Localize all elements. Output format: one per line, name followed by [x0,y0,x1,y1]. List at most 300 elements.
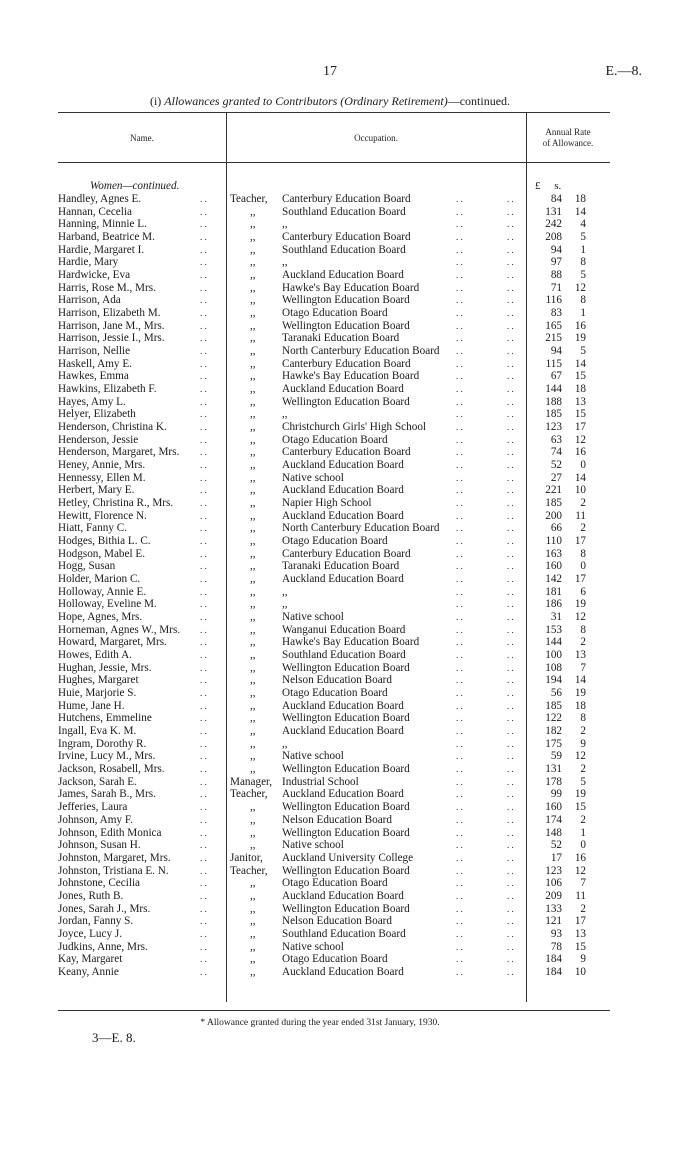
leader-dots: . . [456,764,463,775]
row-designation: Teacher, [230,193,268,205]
leader-dots: . . [456,954,463,965]
row-shillings: 19 [574,687,586,700]
leader-dots: . . [200,536,207,547]
leader-dots: . . [507,295,514,306]
leader-dots: . . [200,789,207,800]
leader-dots: . . [507,637,514,648]
table-row [0,231,700,244]
leader-dots: . . [456,219,463,230]
row-pounds: 208 [545,231,562,243]
row-shillings: 15 [574,801,586,814]
leader-dots: . . [456,434,463,445]
table-row [0,915,700,928]
table-row [0,472,700,485]
leader-dots: . . [456,941,463,952]
row-shillings: 16 [574,446,586,459]
table-row [0,738,700,751]
row-name: Harrison, Ada [58,294,121,307]
row-pounds: 83 [550,307,562,320]
leader-dots: . . [456,624,463,635]
leader-dots: . . [456,852,463,863]
table-row [0,459,700,472]
row-pounds: 97 [550,256,562,269]
leader-dots: . . [200,561,207,572]
row-shillings: 0 [580,839,586,852]
leader-dots: . . [507,675,514,686]
row-pounds: 200 [545,509,562,522]
leader-dots: . . [507,776,514,787]
table-row [0,839,700,852]
row-designation: ,, [250,281,256,294]
row-shillings: 17 [574,915,586,928]
row-employer: Wellington Education Board [282,319,410,332]
leader-dots: . . [456,612,463,623]
row-employer: North Canterbury Education Board [282,522,440,535]
row-pounds: 116 [545,294,562,307]
leader-dots: . . [507,662,514,673]
row-pounds: 221 [545,484,562,497]
leader-dots: . . [507,903,514,914]
row-shillings: 10 [574,484,586,497]
row-name: Hiatt, Fanny C. [58,522,127,535]
leader-dots: . . [456,890,463,901]
row-employer: Southland Education Board [282,649,406,662]
row-designation: ,, [250,218,256,231]
subtitle-suffix: —continued. [447,94,511,108]
table-row [0,801,700,814]
leader-dots: . . [200,219,207,230]
row-name: Hughan, Jessie, Mrs. [58,661,152,674]
row-name: Hogg, Susan [58,560,116,573]
table-row [0,687,700,700]
leader-dots: . . [507,840,514,851]
table-row [0,624,700,637]
column-header-name: Name. [130,133,154,143]
row-designation: ,, [250,573,256,586]
row-designation: ,, [250,269,256,282]
row-employer: Auckland University College [282,851,414,864]
row-designation: ,, [250,395,256,408]
leader-dots: . . [456,308,463,319]
leader-dots: . . [456,257,463,268]
row-designation: Janitor, [230,851,263,864]
row-pounds: 209 [545,889,562,902]
leader-dots: . . [507,371,514,382]
row-name: Hodges, Bithia L. C. [58,535,151,548]
row-designation: ,, [250,927,256,940]
leader-dots: . . [200,346,207,357]
row-pounds: 88 [550,269,562,282]
row-name: Hawkins, Elizabeth F. [58,383,157,396]
row-pounds: 160 [545,560,562,573]
leader-dots: . . [507,333,514,344]
leader-dots: . . [456,789,463,800]
row-name: Horneman, Agnes W., Mrs. [58,623,181,636]
column-header-rate [526,127,610,149]
leader-dots: . . [200,282,207,293]
row-pounds: 94 [550,345,562,358]
leader-dots: . . [456,485,463,496]
row-employer: Hawke's Bay Education Board [282,636,420,649]
leader-dots: . . [507,308,514,319]
leader-dots: . . [507,447,514,458]
row-shillings: 17 [574,573,586,586]
row-designation: ,, [250,636,256,649]
leader-dots: . . [507,751,514,762]
row-name: Harris, Rose M., Mrs. [58,281,156,294]
row-pounds: 17 [550,851,562,864]
leader-dots: . . [456,206,463,217]
leader-dots: . . [200,662,207,673]
row-designation: ,, [250,725,256,738]
table-row [0,358,700,371]
row-pounds: 144 [545,636,562,649]
leader-dots: . . [456,282,463,293]
leader-dots: . . [200,574,207,585]
leader-dots: . . [456,700,463,711]
leader-dots: . . [507,460,514,471]
row-shillings: 5 [580,775,586,788]
subtitle-italic: Allowances granted to Contributors (Ordinary Retirement) [164,94,448,108]
leader-dots: . . [507,422,514,433]
leader-dots: . . [456,244,463,255]
row-employer: Native school [282,839,344,852]
leader-dots: . . [507,916,514,927]
row-shillings: 10 [574,965,586,978]
row-name: Jones, Sarah J., Mrs. [58,902,151,915]
table-row [0,827,700,840]
leader-dots: . . [200,447,207,458]
leader-dots: . . [200,852,207,863]
row-designation: ,, [250,940,256,953]
row-employer: Nelson Education Board [282,915,392,928]
leader-dots: . . [456,688,463,699]
row-pounds: 71 [550,281,562,294]
leader-dots: . . [200,257,207,268]
row-name: Henderson, Christina K. [58,421,167,434]
table-row [0,890,700,903]
row-pounds: 94 [550,243,562,256]
row-name: Jones, Ruth B. [58,889,124,902]
row-pounds: 63 [550,433,562,446]
leader-dots: . . [456,447,463,458]
leader-dots: . . [507,523,514,534]
leader-dots: . . [507,561,514,572]
leader-dots: . . [456,346,463,357]
row-shillings: 4 [580,218,586,231]
leader-dots: . . [200,928,207,939]
leader-dots: . . [200,878,207,889]
table-row [0,674,700,687]
row-pounds: 184 [545,953,562,966]
leader-dots: . . [200,650,207,661]
row-designation: ,, [250,357,256,370]
leader-dots: . . [200,637,207,648]
row-name: Hope, Agnes, Mrs. [58,611,143,624]
row-name: Johnston, Tristiana E. N. [58,864,169,877]
row-employer: Wellington Education Board [282,294,410,307]
row-name: Howes, Edith A. [58,649,132,662]
row-name: Jordan, Fanny S. [58,915,134,928]
leader-dots: . . [456,409,463,420]
header-top-rule [58,112,610,113]
leader-dots: . . [200,688,207,699]
row-pounds: 165 [545,319,562,332]
leader-dots: . . [200,738,207,749]
leader-dots: . . [456,460,463,471]
row-shillings: 5 [580,231,586,243]
row-shillings: 14 [574,471,586,484]
leader-dots: . . [507,409,514,420]
leader-dots: . . [200,827,207,838]
units-shillings: s. [554,180,562,192]
row-shillings: 12 [574,864,586,877]
row-employer: Wanganui Education Board [282,623,406,636]
row-pounds: 163 [545,547,562,560]
table-row [0,586,700,599]
row-designation: ,, [250,839,256,852]
leader-dots: . . [200,244,207,255]
row-pounds: 188 [545,395,562,408]
row-shillings: 5 [580,345,586,358]
row-name: Hennessy, Ellen M. [58,471,146,484]
table-row [0,611,700,624]
row-name: James, Sarah B., Mrs. [58,788,156,801]
row-employer: Napier High School [282,497,372,510]
leader-dots: . . [456,422,463,433]
leader-dots: . . [456,928,463,939]
row-shillings: 16 [574,319,586,332]
row-employer: Southland Education Board [282,205,406,218]
leader-dots: . . [200,840,207,851]
row-employer: Canterbury Education Board [282,547,411,560]
row-employer: Auckland Education Board [282,725,404,738]
row-pounds: 184 [545,965,562,978]
row-employer: Wellington Education Board [282,902,410,915]
row-shillings: 8 [580,623,586,636]
row-name: Huie, Marjorie S. [58,687,137,700]
row-designation: ,, [250,497,256,510]
leader-dots: . . [507,244,514,255]
leader-dots: . . [507,865,514,876]
row-pounds: 182 [545,725,562,738]
row-name: Keany, Annie [58,965,119,978]
row-pounds: 123 [545,864,562,877]
row-shillings: 8 [580,294,586,307]
leader-dots: . . [200,814,207,825]
row-pounds: 194 [545,674,562,687]
row-name: Hume, Jane H. [58,699,125,712]
table-row [0,712,700,725]
row-shillings: 13 [574,395,586,408]
leader-dots: . . [507,814,514,825]
row-name: Jackson, Sarah E. [58,775,137,788]
row-name: Johnson, Amy F. [58,813,133,826]
table-row [0,320,700,333]
row-shillings: 7 [580,877,586,890]
row-shillings: 2 [580,497,586,510]
leader-dots: . . [456,384,463,395]
leader-dots: . . [456,776,463,787]
row-shillings: 12 [574,281,586,294]
leader-dots: . . [200,460,207,471]
leader-dots: . . [507,232,514,242]
row-designation: ,, [250,712,256,725]
row-designation: ,, [250,902,256,915]
table-row [0,345,700,358]
leader-dots: . . [200,295,207,306]
row-employer: Auckland Education Board [282,459,404,472]
row-designation: ,, [250,687,256,700]
row-designation: ,, [250,623,256,636]
row-employer: Auckland Education Board [282,788,404,801]
row-designation: ,, [250,965,256,978]
row-pounds: 78 [550,940,562,953]
row-designation: ,, [250,484,256,497]
row-pounds: 144 [545,383,562,396]
row-shillings: 2 [580,522,586,535]
row-pounds: 174 [545,813,562,826]
leader-dots: . . [456,878,463,889]
row-shillings: 19 [574,598,586,611]
row-name: Hayes, Amy L. [58,395,126,408]
leader-dots: . . [200,396,207,407]
leader-dots: . . [507,510,514,521]
row-shillings: 2 [580,725,586,738]
row-designation: ,, [250,522,256,535]
leader-dots: . . [507,434,514,445]
rate-header-line2: of Allowance. [542,138,594,148]
row-shillings: 11 [575,889,586,902]
row-designation: Teacher, [230,864,268,877]
row-name: Ingram, Dorothy R. [58,737,147,750]
row-pounds: 100 [545,649,562,662]
header-bottom-rule [58,162,610,163]
row-designation: ,, [250,345,256,358]
row-employer: Wellington Education Board [282,661,410,674]
leader-dots: . . [507,738,514,749]
row-employer: Wellington Education Board [282,712,410,725]
row-designation: ,, [250,509,256,522]
row-designation: ,, [250,421,256,434]
row-shillings: 13 [574,927,586,940]
leader-dots: . . [200,890,207,901]
leader-dots: . . [200,954,207,965]
row-employer: ,, [282,585,288,598]
table-row [0,282,700,295]
row-shillings: 19 [574,332,586,345]
row-pounds: 52 [550,459,562,472]
row-designation: ,, [250,699,256,712]
leader-dots: . . [200,865,207,876]
table-row [0,725,700,738]
table-row [0,903,700,916]
leader-dots: . . [200,523,207,534]
row-shillings: 8 [580,547,586,560]
row-employer: Wellington Education Board [282,826,410,839]
row-designation: ,, [250,877,256,890]
row-employer: Auckland Education Board [282,573,404,586]
row-name: Hutchens, Emmeline [58,712,152,725]
row-name: Johnson, Edith Monica [58,826,162,839]
leader-dots: . . [200,472,207,483]
leader-dots: . . [507,827,514,838]
row-name: Hawkes, Emma [58,370,129,383]
row-shillings: 12 [574,750,586,763]
row-name: Hardwicke, Eva [58,269,131,282]
table-row [0,484,700,497]
row-pounds: 99 [550,788,562,801]
leader-dots: . . [200,916,207,927]
leader-dots: . . [200,434,207,445]
leader-dots: . . [456,194,463,204]
row-employer: Auckland Education Board [282,699,404,712]
leader-dots: . . [200,409,207,420]
table-row [0,370,700,383]
leader-dots: . . [200,751,207,762]
row-employer: Canterbury Education Board [282,446,411,459]
row-pounds: 181 [545,585,562,598]
table-row [0,332,700,345]
leader-dots: . . [456,232,463,242]
row-shillings: 1 [580,307,586,320]
leader-dots: . . [507,282,514,293]
table-row [0,522,700,535]
page-number: 17 [323,64,337,79]
table-row [0,510,700,523]
leader-dots: . . [456,574,463,585]
leader-dots: . . [200,270,207,281]
row-employer: Native school [282,471,344,484]
row-employer: Auckland Education Board [282,965,404,978]
leader-dots: . . [507,650,514,661]
leader-dots: . . [507,574,514,585]
row-employer: ,, [282,256,288,269]
leader-dots: . . [456,523,463,534]
row-employer: Wellington Education Board [282,801,410,814]
row-designation: Teacher, [230,788,268,801]
subtitle-prefix: (i) [149,94,165,108]
row-name: Hetley, Christina R., Mrs. [58,497,174,510]
leader-dots: . . [507,688,514,699]
table-row [0,814,700,827]
table-row [0,941,700,954]
row-employer: Auckland Education Board [282,383,404,396]
table-row [0,244,700,257]
leader-dots: . . [200,726,207,737]
row-name: Johnston, Margaret, Mrs. [58,851,171,864]
row-pounds: 133 [545,902,562,915]
table-row [0,421,700,434]
row-employer: Wellington Education Board [282,763,410,776]
sheet-mark: 3—E. 8. [92,1030,136,1045]
row-designation: ,, [250,813,256,826]
row-employer: Native school [282,940,344,953]
row-designation: ,, [250,598,256,611]
row-employer: Hawke's Bay Education Board [282,370,420,383]
leader-dots: . . [200,358,207,369]
leader-dots: . . [507,586,514,597]
row-employer: Canterbury Education Board [282,193,411,205]
row-designation: ,, [250,294,256,307]
leader-dots: . . [507,396,514,407]
leader-dots: . . [507,700,514,711]
row-employer: Auckland Education Board [282,889,404,902]
row-designation: ,, [250,737,256,750]
table-row [0,294,700,307]
row-pounds: 148 [545,826,562,839]
row-name: Johnstone, Cecilia [58,877,141,890]
